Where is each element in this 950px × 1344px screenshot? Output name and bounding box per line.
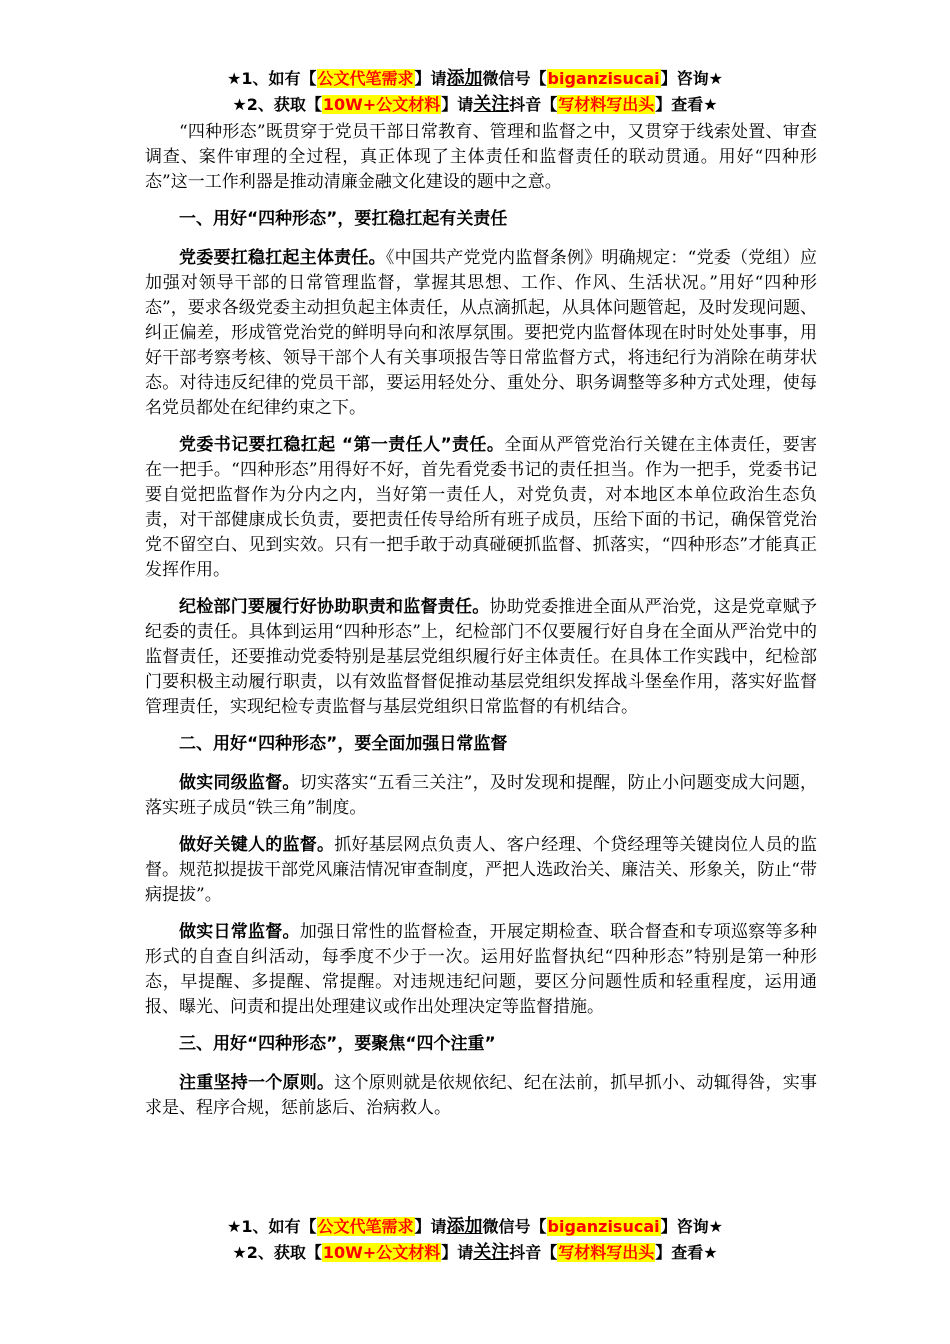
section-heading-3: 三、用好“四种形态”，要聚焦“四个注重” <box>179 1034 496 1054</box>
promo-wechat-id: biganzisucai <box>547 1217 660 1236</box>
promo-banner-top <box>0 66 950 118</box>
promo-text: ★1、如有【 <box>227 69 317 88</box>
paragraph-text: 加强日常性的监督检查，开展定期检查、联合督查和专项巡察等多种形式的自查自纠活动，每季度不少于一次。运用好监督执纪“四种形态”特别是第一种形态，早提醒、多提醒、常提醒。对违规违纪问题，要区分问题性质和轻重程度，运用通报、曝光、问责和提出处理建议或作出处理决定等监督措施。 <box>145 922 817 1017</box>
promo-text: 】请 <box>441 1243 474 1262</box>
promo-underline: 添加 <box>446 1216 483 1237</box>
promo-line-2 <box>0 1240 950 1266</box>
promo-text: 】请 <box>414 69 447 88</box>
promo-text: 】请 <box>441 95 474 114</box>
promo-line-1 <box>0 66 950 92</box>
paragraph-lead: 注重坚持一个原则。 <box>179 1073 335 1093</box>
promo-text: ★2、获取【 <box>232 95 322 114</box>
paragraph <box>145 1071 817 1121</box>
promo-text: 】查看★ <box>655 95 718 114</box>
promo-text: 微信号【 <box>482 1217 547 1236</box>
promo-highlight: 10W+公文材料 <box>322 1243 441 1262</box>
promo-highlight: 公文代笔需求 <box>317 1217 414 1236</box>
promo-text: 】请 <box>414 1217 447 1236</box>
promo-wechat-id: biganzisucai <box>547 69 660 88</box>
promo-underline: 添加 <box>446 68 483 89</box>
paragraph <box>145 771 817 821</box>
paragraph-text: 切实落实“五看三关注”，及时发现和提醒，防止小问题变成大问题，落实班子成员“铁三角”制度。 <box>145 773 818 818</box>
paragraph <box>145 246 817 421</box>
paragraph-text: 全面从严管党治行关键在主体责任，要害在一把手。“四种形态”用得好不好，首先看党委书记的责任担当。作为一把手，党委书记要自觉把监督作为分内之内，当好第一责任人，对党负责，对本地区本单位政治生态负责，对干部健康成长负责，要把责任传导给所有班子成员，压给下面的书记，确保管党治党不留空白、见到实效。只有一把手敢于动真碰硬抓监督、抓落实，“四种形态”才能真正发挥作用。 <box>145 435 818 580</box>
paragraph-text: 协助党委推进全面从严治党，这是党章赋予纪委的责任。具体到运用“四种形态”上，纪检部门不仅要履行好自身在全面从严治党中的监督责任，还要推动党委特别是基层党组织履行好主体责任。在具体工作实践中，纪检部门要积极主动履行职责，以有效监督督促推动基层党组织发挥战斗堡垒作用，落实好监督管理责任，实现纪检专责监督与基层党组织日常监督的有机结合。 <box>145 597 817 717</box>
paragraph-lead: 做实同级监督。 <box>179 773 300 793</box>
promo-highlight: 10W+公文材料 <box>322 95 441 114</box>
promo-text: 抖音【 <box>509 1243 558 1262</box>
promo-text: ★2、获取【 <box>232 1243 322 1262</box>
promo-text: 】查看★ <box>655 1243 718 1262</box>
paragraph <box>145 433 817 583</box>
promo-text: 抖音【 <box>509 95 558 114</box>
paragraph-text: 这个原则就是依规依纪、纪在法前，抓早抓小、动辄得咎，实事求是、程序合规，惩前毖后、治病救人。 <box>145 1073 817 1118</box>
paragraph <box>145 595 817 720</box>
paragraph <box>145 833 817 908</box>
promo-line-1 <box>0 1214 950 1240</box>
promo-banner-bottom <box>0 1214 950 1266</box>
section-heading-1: 一、用好“四种形态”，要扛稳扛起有关责任 <box>179 209 508 229</box>
paragraph-lead: 党委书记要扛稳扛起 “第一责任人”责任。 <box>179 435 505 455</box>
paragraph-text: 《中国共产党党内监督条例》明确规定：“党委（党组）应加强对领导干部的日常管理监督，掌握其思想、工作、作风、生活状况。”用好“四种形态”，要求各级党委主动担负起主体责任，从点滴抓起，从具体问题管起，及时发现问题、纠正偏差，形成管党治党的鲜明导向和浓厚氛围。要把党内监督体现在时时处处事事，用好干部考察考核、领导干部个人有关事项报告等日常监督方式，将违纪行为消除在萌芽状态。对待违反纪律的党员干部，要运用轻处分、重处分、职务调整等多种方式处理，使每名党员都处在纪律约束之下。 <box>145 248 817 418</box>
promo-underline: 关注 <box>473 1242 510 1263</box>
promo-text: 】咨询★ <box>660 69 723 88</box>
paragraph-lead: 党委要扛稳扛起主体责任。 <box>179 248 386 268</box>
document-body <box>145 120 817 1133</box>
paragraph <box>145 920 817 1020</box>
promo-underline: 关注 <box>473 94 510 115</box>
section-heading-2: 二、用好“四种形态”，要全面加强日常监督 <box>179 734 508 754</box>
promo-text: 微信号【 <box>482 69 547 88</box>
paragraph-text: 抓好基层网点负责人、客户经理、个贷经理等关键岗位人员的监督。规范拟提拔干部党风廉洁情况审查制度，严把人选政治关、廉洁关、形象关，防止“带病提拔”。 <box>145 835 817 905</box>
promo-line-2 <box>0 92 950 118</box>
promo-douyin-id: 写材料写出头 <box>558 95 655 114</box>
promo-highlight: 公文代笔需求 <box>317 69 414 88</box>
promo-douyin-id: 写材料写出头 <box>558 1243 655 1262</box>
paragraph-lead: 纪检部门要履行好协助职责和监督责任。 <box>179 597 490 617</box>
promo-text: ★1、如有【 <box>227 1217 317 1236</box>
paragraph-lead: 做实日常监督。 <box>179 922 300 942</box>
promo-text: 】咨询★ <box>660 1217 723 1236</box>
paragraph-lead: 做好关键人的监督。 <box>179 835 335 855</box>
intro-paragraph: “四种形态”既贯穿于党员干部日常教育、管理和监督之中，又贯穿于线索处置、审查调查、案件审理的全过程，真正体现了主体责任和监督责任的联动贯通。用好“四种形态”这一工作利器是推动清廉金融文化建设的题中之意。 <box>145 122 817 192</box>
